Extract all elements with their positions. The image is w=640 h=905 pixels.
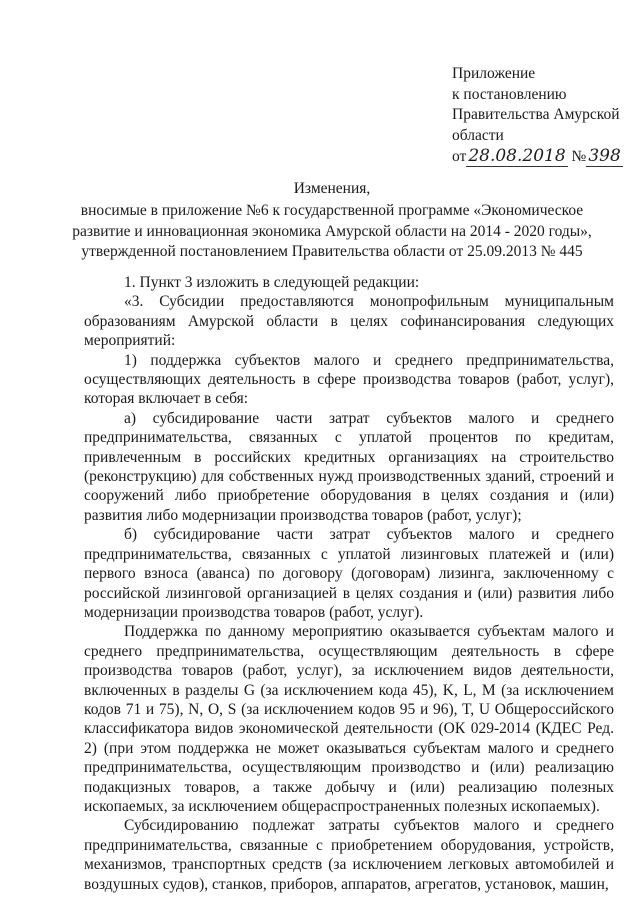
date-prefix: от <box>452 148 467 165</box>
appendix-header <box>452 64 623 168</box>
document-subtitle: вносимые в приложение №6 к государственной программе «Экономическое развитие и инновационная экономика Амурской области на 2014 - 2020 годы», утвержденной постановлением Правительства области от 25.09.2013 № 445 <box>72 202 592 260</box>
document-heading: Изменения, <box>293 180 371 197</box>
appendix-line-4: области <box>452 126 504 144</box>
appendix-line-2: к постановлению <box>452 85 567 103</box>
number-prefix: № <box>571 148 587 165</box>
handwritten-date: 28.08.2018 <box>468 146 566 166</box>
paragraph: Поддержка по данному мероприятию оказывается субъектам малого и среднего предпринимательства, осуществляющим деятельность в сфере производства товаров (работ, услуг), за исключением видов деятельности, включенных в разделы G (за исключением кода 45), K, L, M (за исключением кодов 71 и 75), N, O, S (за исключением кодов 95 и 96), T, U Общероссийского классификатора видов экономической деятельности (ОК 029-2014 (КДЕС Ред. 2) (при этом поддержка не может оказываться субъектам малого и среднего предпринимательства, осуществляющим производство и (или) реализацию подакцизных товаров, а также добычу и (или) реализацию полезных ископаемых, за исключением общераспространенных полезных ископаемых). <box>84 623 614 815</box>
paragraph: б) субсидирование части затрат субъектов малого и среднего предпринимательства, связанных с уплатой лизинговых платежей и (или) первого взноса (аванса) по договору (договорам) лизинга, заключенному с российской лизинговой организацией в целях создания и (или) развития либо модернизации производства товаров (работ, услуг). <box>84 526 614 621</box>
appendix-line-1: Приложение <box>452 65 536 82</box>
paragraph: «3. Субсидии предоставляются монопрофильным муниципальным образованиям Амурской области в целях софинансирования следующих мероприятий: <box>84 293 614 350</box>
appendix-line-3: Правительства Амурской <box>452 106 620 123</box>
paragraph: 1) поддержка субъектов малого и среднего предпринимательства, осуществляющих деятельность в сфере производства товаров (работ, услуг), которая включает в себя: <box>84 351 614 408</box>
paragraph: а) субсидирование части затрат субъектов малого и среднего предпринимательства, связанных с уплатой процентов по кредитам, привлеченным в российских кредитных организациях на строительство (реконструкцию) для собственных нужд производственных зданий, строений и сооружений либо приобретение оборудования в целях создания и (или) развития либо модернизации производства товаров (работ, услуг); <box>84 409 614 524</box>
paragraph: Субсидированию подлежат затраты субъектов малого и среднего предпринимательства, связанные с приобретением оборудования, устройств, механизмов, транспортных средств (за исключением легковых автомобилей и воздушных судов), станков, приборов, аппаратов, агрегатов, установок, машин, <box>84 817 614 893</box>
paragraph: 1. Пункт 3 изложить в следующей редакции: <box>124 274 420 291</box>
appendix-date-line <box>452 146 623 168</box>
document-body <box>84 273 614 894</box>
handwritten-number: 398 <box>588 146 621 166</box>
